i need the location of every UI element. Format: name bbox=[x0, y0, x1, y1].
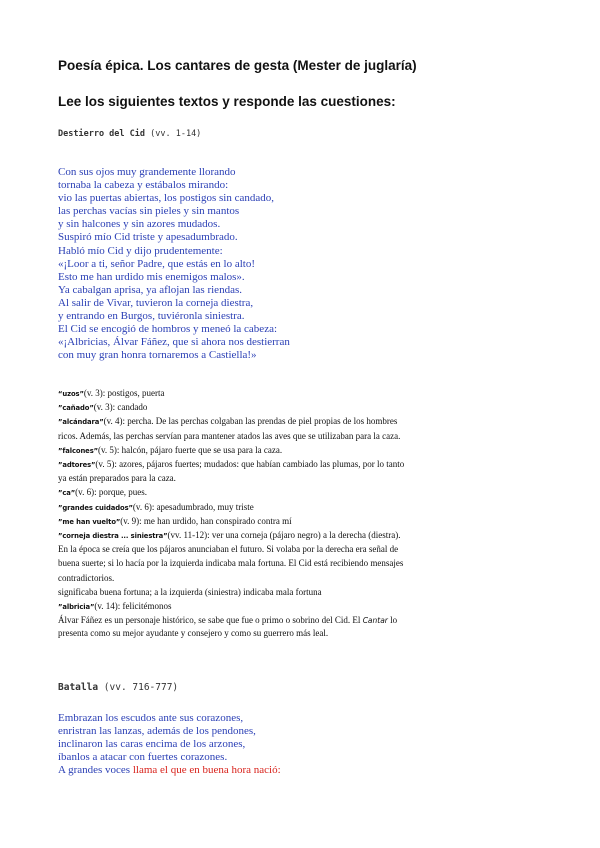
verse-line: y entrando en Burgos, tuviéronla siniestra. bbox=[58, 310, 245, 323]
note-text: buena suerte; si lo hacía por la izquierda indicaba mala fortuna. El Cid está recibiendo mensajes bbox=[58, 558, 404, 569]
closing-note-text: Álvar Fáñez es un personaje histórico, se sabe que fue o primo o sobrino del Cid. El bbox=[58, 615, 363, 626]
section-title: Batalla bbox=[58, 682, 99, 693]
closing-note-line bbox=[58, 614, 558, 627]
section-ref: (vv. 1-14) bbox=[150, 129, 202, 139]
verses-batalla bbox=[58, 712, 558, 777]
verse-line: «¡Loor a ti, señor Padre, que estás en lo alto! bbox=[58, 257, 256, 270]
note-line bbox=[58, 515, 558, 529]
section-ref: (vv. 716-777) bbox=[103, 682, 179, 693]
note-term: ”corneja diestra ... siniestra” bbox=[58, 532, 168, 541]
verse-line: Al salir de Vivar, tuvieron la corneja diestra, bbox=[58, 296, 254, 309]
note-line bbox=[58, 600, 558, 614]
verse-line: Con sus ojos muy grandemente llorando bbox=[58, 166, 236, 178]
verse-line: Esto me han urdido mis enemigos malos». bbox=[58, 270, 245, 283]
note-term: “uzos” bbox=[58, 390, 84, 398]
note-line bbox=[58, 586, 558, 600]
note-text: (vv. 11-12): ver una corneja (pájaro negro) a la derecha (diestra). bbox=[167, 530, 401, 541]
verse-line: Embrazan los escudos ante sus corazones, bbox=[58, 712, 244, 724]
note-line bbox=[58, 529, 558, 543]
glossary-notes bbox=[58, 387, 558, 641]
section-heading-batalla bbox=[58, 682, 178, 693]
note-line bbox=[58, 501, 558, 515]
note-line bbox=[58, 572, 558, 586]
note-line bbox=[58, 472, 558, 486]
note-text: (v. 5): azores, pájaros fuertes; mudados: que habían cambiado las plumas, por lo tanto bbox=[95, 459, 405, 470]
verse-line: «¡Albricias, Álvar Fáñez, que si ahora nos destierran bbox=[58, 336, 290, 349]
note-text: ya están preparados para la caza. bbox=[58, 473, 176, 484]
note-term: ”cañado” bbox=[58, 404, 94, 413]
note-term: ”albricia” bbox=[58, 603, 95, 612]
note-term: ”falcones” bbox=[58, 446, 99, 455]
closing-note-text: lo bbox=[387, 615, 398, 626]
note-term: ”adtores” bbox=[58, 461, 96, 470]
verse-line: y sin halcones y sin azores mudados. bbox=[58, 218, 221, 231]
note-line bbox=[58, 486, 558, 500]
note-line bbox=[58, 458, 558, 472]
note-text: ricos. Además, las perchas servían para mantener atados las aves que se utilizaban para la caza. bbox=[58, 430, 401, 441]
verse-line: Ya cabalgan aprisa, ya aflojan las riendas. bbox=[58, 283, 242, 296]
note-text: (v. 6): porque, pues. bbox=[75, 487, 148, 498]
note-term: ”grandes cuidados” bbox=[58, 503, 133, 512]
note-term: ”me han vuelto” bbox=[58, 517, 121, 526]
verse-line: Habló mío Cid y dijo prudentemente: bbox=[58, 244, 223, 257]
note-line bbox=[58, 444, 558, 458]
note-line bbox=[58, 430, 558, 444]
verse-line: enristran las lanzas, además de los pendones, bbox=[58, 725, 256, 738]
verse-line: íbanlos a atacar con fuertes corazones. bbox=[58, 751, 228, 764]
verse-line: tornaba la cabeza y estábalos mirando: bbox=[58, 179, 229, 192]
note-term: ”ca” bbox=[58, 489, 76, 498]
note-text: (v. 9): me han urdido, han conspirado contra mí bbox=[120, 515, 292, 526]
note-term: ”alcándara” bbox=[58, 418, 104, 427]
verse-line: El Cid se encogió de hombros y meneó la cabeza: bbox=[58, 323, 278, 336]
note-text: (v. 3): postigos, puerta bbox=[83, 388, 165, 398]
page-title: Poesía épica. Los cantares de gesta (Mester de juglaría) bbox=[58, 58, 417, 73]
verse-line: inclinaron las caras encima de los arzones, bbox=[58, 738, 246, 751]
note-line bbox=[58, 387, 558, 401]
verse-line: vio las puertas abiertas, los postigos sin candado, bbox=[58, 192, 274, 205]
note-text: (v. 3): candado bbox=[93, 402, 148, 413]
section-heading-destierro bbox=[58, 129, 201, 139]
verse-line bbox=[58, 764, 558, 777]
verse-text: A grandes voces bbox=[58, 764, 133, 777]
note-text: (v. 5): halcón, pájaro fuerte que se usa para la caza. bbox=[98, 444, 283, 455]
note-text: (v. 14): felicitémonos bbox=[94, 601, 172, 612]
verse-line: las perchas vacías sin pieles y sin mantos bbox=[58, 205, 240, 218]
note-text: (v. 6): apesadumbrado, muy triste bbox=[132, 501, 254, 512]
note-text: (v. 4): percha. De las perchas colgaban las prendas de piel propias de los hombres bbox=[103, 416, 398, 427]
note-text: En la época se creía que los pájaros anunciaban el futuro. Si volaba por la derecha era señal de bbox=[58, 544, 399, 555]
closing-note-italic: Cantar bbox=[362, 616, 388, 626]
verses-destierro bbox=[58, 166, 558, 362]
instruction-heading: Lee los siguientes textos y responde las cuestiones: bbox=[58, 94, 396, 109]
note-line bbox=[58, 415, 558, 429]
note-line bbox=[58, 401, 558, 415]
note-line bbox=[58, 557, 558, 571]
note-text: significaba buena fortuna; a la izquierda (siniestra) indicaba mala fortuna bbox=[58, 586, 322, 597]
section-title: Destierro del Cid bbox=[58, 129, 145, 139]
verse-line: con muy gran honra tornaremos a Castiella!» bbox=[58, 349, 257, 362]
highlighted-verse-text: llama el que en buena hora nació: bbox=[132, 764, 281, 777]
closing-note-line: presenta como su mejor ayudante y consejero y como su guerrero más leal. bbox=[58, 628, 329, 639]
note-line bbox=[58, 543, 558, 557]
note-text: contradictorios. bbox=[58, 572, 115, 583]
verse-line: Suspiró mío Cid triste y apesadumbrado. bbox=[58, 231, 238, 244]
